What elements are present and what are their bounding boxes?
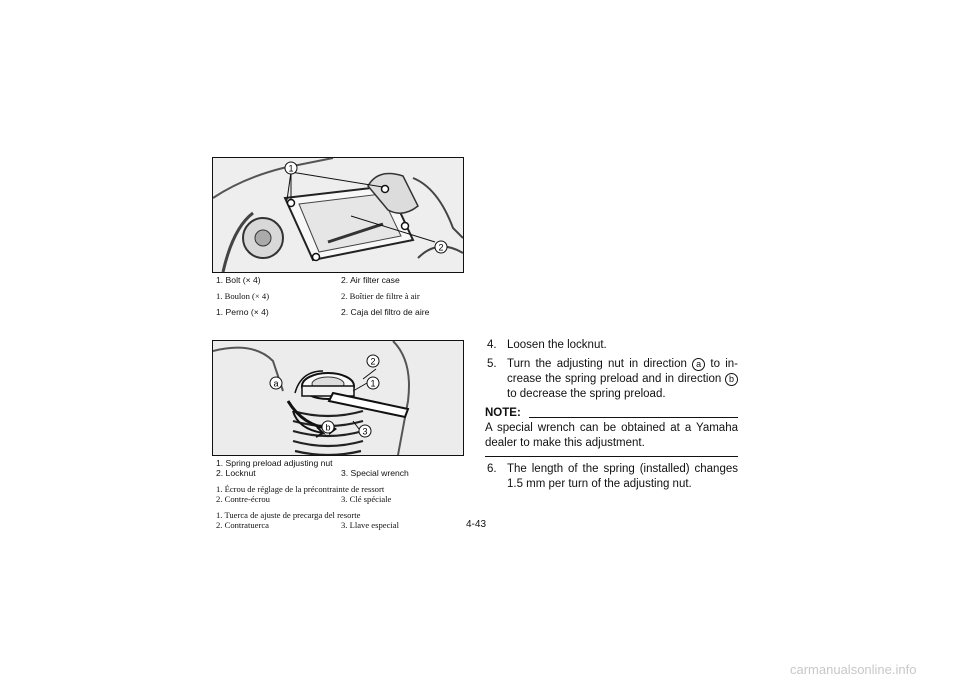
caption-item-1: 1. Spring preload adjusting nut xyxy=(216,458,333,468)
figure2-captions xyxy=(216,458,446,530)
step-4 xyxy=(485,338,738,353)
callout-1: 1 xyxy=(288,163,294,174)
step-text-part3: to decrease the spring preload. xyxy=(507,388,666,400)
step-text-part2: to in-crease the spring preload and in direction xyxy=(507,358,738,385)
figure1-captions xyxy=(216,275,446,317)
caption-item-1: 1. Perno (× 4) xyxy=(216,307,269,317)
note-end-rule xyxy=(485,456,738,457)
caption-row-fr-2 xyxy=(216,494,446,504)
air-filter-drawing xyxy=(213,158,463,272)
caption-row-en-2 xyxy=(216,468,446,478)
note-rule xyxy=(529,417,738,418)
step-number: 6. xyxy=(487,463,497,475)
caption-item-2: 2. Locknut xyxy=(216,468,256,478)
caption-row-en xyxy=(216,275,446,285)
caption-item-1: 1. Boulon (× 4) xyxy=(216,291,270,301)
caption-row-fr xyxy=(216,291,446,301)
note-heading xyxy=(485,406,738,421)
caption-item-3: 3. Clé spéciale xyxy=(341,494,392,504)
caption-item-2: 2. Caja del filtro de aire xyxy=(341,307,430,317)
caption-row-es-1 xyxy=(216,510,446,520)
caption-row-fr-1 xyxy=(216,484,446,494)
caption-item-2: 2. Contratuerca xyxy=(216,520,269,530)
callout-1: 1 xyxy=(370,378,376,389)
caption-item-2: 2. Boîtier de filtre à air xyxy=(341,291,420,301)
step-text: The length of the spring (installed) changes 1.5 mm per turn of the adjusting nut. xyxy=(507,463,738,490)
spring-preload-illustration xyxy=(212,340,464,456)
caption-item-3: 3. Llave especial xyxy=(341,520,399,530)
step-text-part1: Turn the adjusting nut in direction xyxy=(507,358,687,370)
caption-row-es-2 xyxy=(216,520,446,530)
caption-row-en-1 xyxy=(216,458,446,468)
callout-3: 3 xyxy=(362,426,368,437)
callout-b: b xyxy=(325,422,331,433)
step-number: 5. xyxy=(487,358,497,370)
callout-2: 2 xyxy=(370,356,376,367)
spring-preload-drawing xyxy=(213,341,463,455)
page-number: 4-43 xyxy=(466,519,487,530)
note-label: NOTE: xyxy=(485,407,521,419)
step-6 xyxy=(485,462,738,492)
instruction-column xyxy=(485,338,738,492)
air-filter-case-illustration xyxy=(212,157,464,273)
callout-2: 2 xyxy=(438,242,444,253)
step-text: Loosen the locknut. xyxy=(507,339,607,351)
caption-item-1: 1. Bolt (× 4) xyxy=(216,275,261,285)
step-5 xyxy=(485,357,738,402)
watermark: carmanualsonline.info xyxy=(790,662,917,677)
callout-a: a xyxy=(273,378,279,389)
note-body: A special wrench can be obtained at a Yamaha dealer to make this adjustment. xyxy=(485,422,738,449)
direction-b-icon: b xyxy=(725,373,738,386)
caption-item-2: 2. Air filter case xyxy=(341,275,400,285)
caption-row-es xyxy=(216,307,446,317)
caption-item-1: 1. Tuerca de ajuste de precarga del resorte xyxy=(216,510,361,520)
caption-item-3: 3. Special wrench xyxy=(341,468,409,478)
direction-a-icon: a xyxy=(692,358,705,371)
caption-item-1: 1. Écrou de réglage de la précontrainte de ressort xyxy=(216,484,385,494)
step-number: 4. xyxy=(487,339,497,351)
caption-item-2: 2. Contre-écrou xyxy=(216,494,270,504)
